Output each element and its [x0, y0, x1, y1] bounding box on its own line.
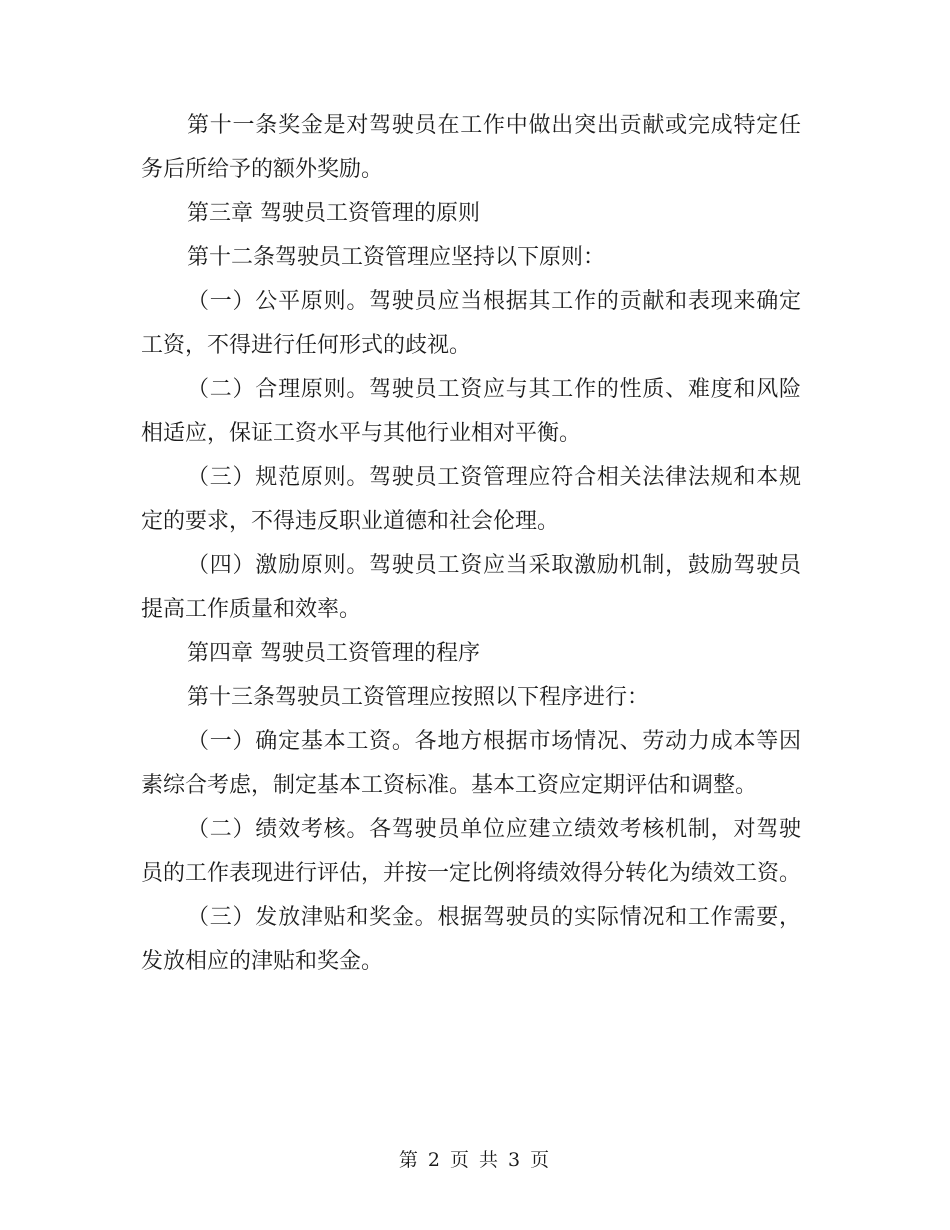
- principle-incentive: （四）激励原则。驾驶员工资应当采取激励机制，鼓励驾驶员提高工作质量和效率。: [141, 553, 801, 622]
- chapter-3-heading: 第三章 驾驶员工资管理的原则: [187, 201, 480, 226]
- page-number-footer: 第 2 页 共 3 页: [398, 1149, 552, 1171]
- paragraph-article-11: 第十一条奖金是对驾驶员在工作中做出突出贡献或完成特定任务后所给予的额外奖励。: [141, 113, 801, 182]
- procedure-base-salary: （一）确定基本工资。各地方根据市场情况、劳动力成本等因素综合考虑，制定基本工资标准。基本工资应定期评估和调整。: [141, 729, 801, 798]
- principle-fairness: （一）公平原则。驾驶员应当根据其工作的贡献和表现来确定工资，不得进行任何形式的歧视。: [141, 289, 801, 358]
- paragraph-article-12: 第十二条驾驶员工资管理应坚持以下原则：: [187, 245, 606, 270]
- document-body: [141, 104, 801, 984]
- procedure-performance-review: （二）绩效考核。各驾驶员单位应建立绩效考核机制，对驾驶员的工作表现进行评估，并按一定比例将绩效得分转化为绩效工资。: [141, 817, 802, 886]
- procedure-allowances-bonuses: （三）发放津贴和奖金。根据驾驶员的实际情况和工作需要，发放相应的津贴和奖金。: [141, 905, 801, 974]
- principle-standardization: （三）规范原则。驾驶员工资管理应符合相关法律法规和本规定的要求，不得违反职业道德和社会伦理。: [141, 465, 801, 534]
- principle-reasonableness: （二）合理原则。驾驶员工资应与其工作的性质、难度和风险相适应，保证工资水平与其他行业相对平衡。: [141, 377, 801, 446]
- paragraph-article-13: 第十三条驾驶员工资管理应按照以下程序进行：: [187, 685, 650, 710]
- chapter-4-heading: 第四章 驾驶员工资管理的程序: [187, 641, 480, 666]
